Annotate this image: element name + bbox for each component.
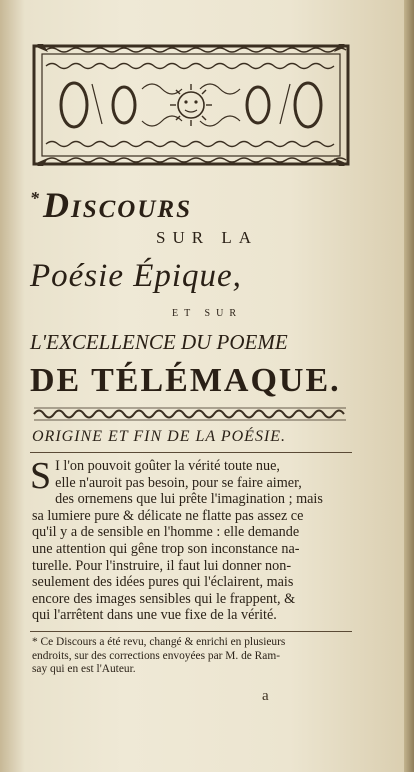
signature-mark: a (262, 688, 269, 704)
section-heading: ORIGINE ET FIN DE LA POÉSIE. (32, 428, 287, 445)
title-et-sur: ET SUR (172, 308, 242, 319)
drop-cap: S (30, 455, 52, 497)
footnote-line: * Ce Discours a été revu, changé & enrichi en plusieurs (32, 636, 286, 648)
body-line: sa lumiere pure & délicate ne flatte pas assez ce (32, 507, 304, 524)
body-line: des ornemens que lui prête l'imagination ; mais (55, 491, 323, 508)
body-line: qui l'arrêtent dans une vue fixe de la vérité. (32, 607, 277, 624)
sun-face-icon (170, 84, 212, 126)
footnote-rule (30, 631, 352, 632)
body-line: qu'il y a de sensible en l'homme : elle demande (32, 524, 300, 541)
body-line: elle n'auroit pas besoin, pour se faire aimer, (55, 474, 302, 491)
page-edge (404, 0, 414, 772)
body-line: encore des images sensibles qui le frappent, & (32, 590, 296, 607)
ornamental-rule (30, 406, 350, 422)
body-line: seulement des idées pures qui l'éclairent, mais (32, 574, 294, 591)
title-star: * (30, 188, 41, 208)
footnote-line: endroits, sur des corrections envoyées par M. de Ram- (32, 649, 280, 662)
heading-rule (30, 452, 352, 453)
body-line: I l'on pouvoit goûter la vérité toute nue, (55, 458, 280, 474)
title-discours-text: Discours (43, 185, 192, 225)
footnote (32, 636, 354, 677)
body-line: turelle. Pour l'instruire, il faut lui donner non- (32, 557, 292, 574)
title-discours (30, 184, 370, 226)
body-line: une attention qui gêne trop son inconstance na- (32, 540, 300, 557)
title-sur-la: SUR LA (156, 228, 258, 247)
title-excellence: L'EXCELLENCE DU POEME (30, 330, 288, 354)
body-paragraph (30, 455, 354, 624)
decorative-headpiece (32, 44, 350, 166)
title-poesie-epique: Poésie Épique, (30, 258, 242, 294)
footnote-line: say qui en est l'Auteur. (32, 663, 136, 676)
title-telemaque: DE TÉLÉMAQUE. (30, 362, 341, 399)
